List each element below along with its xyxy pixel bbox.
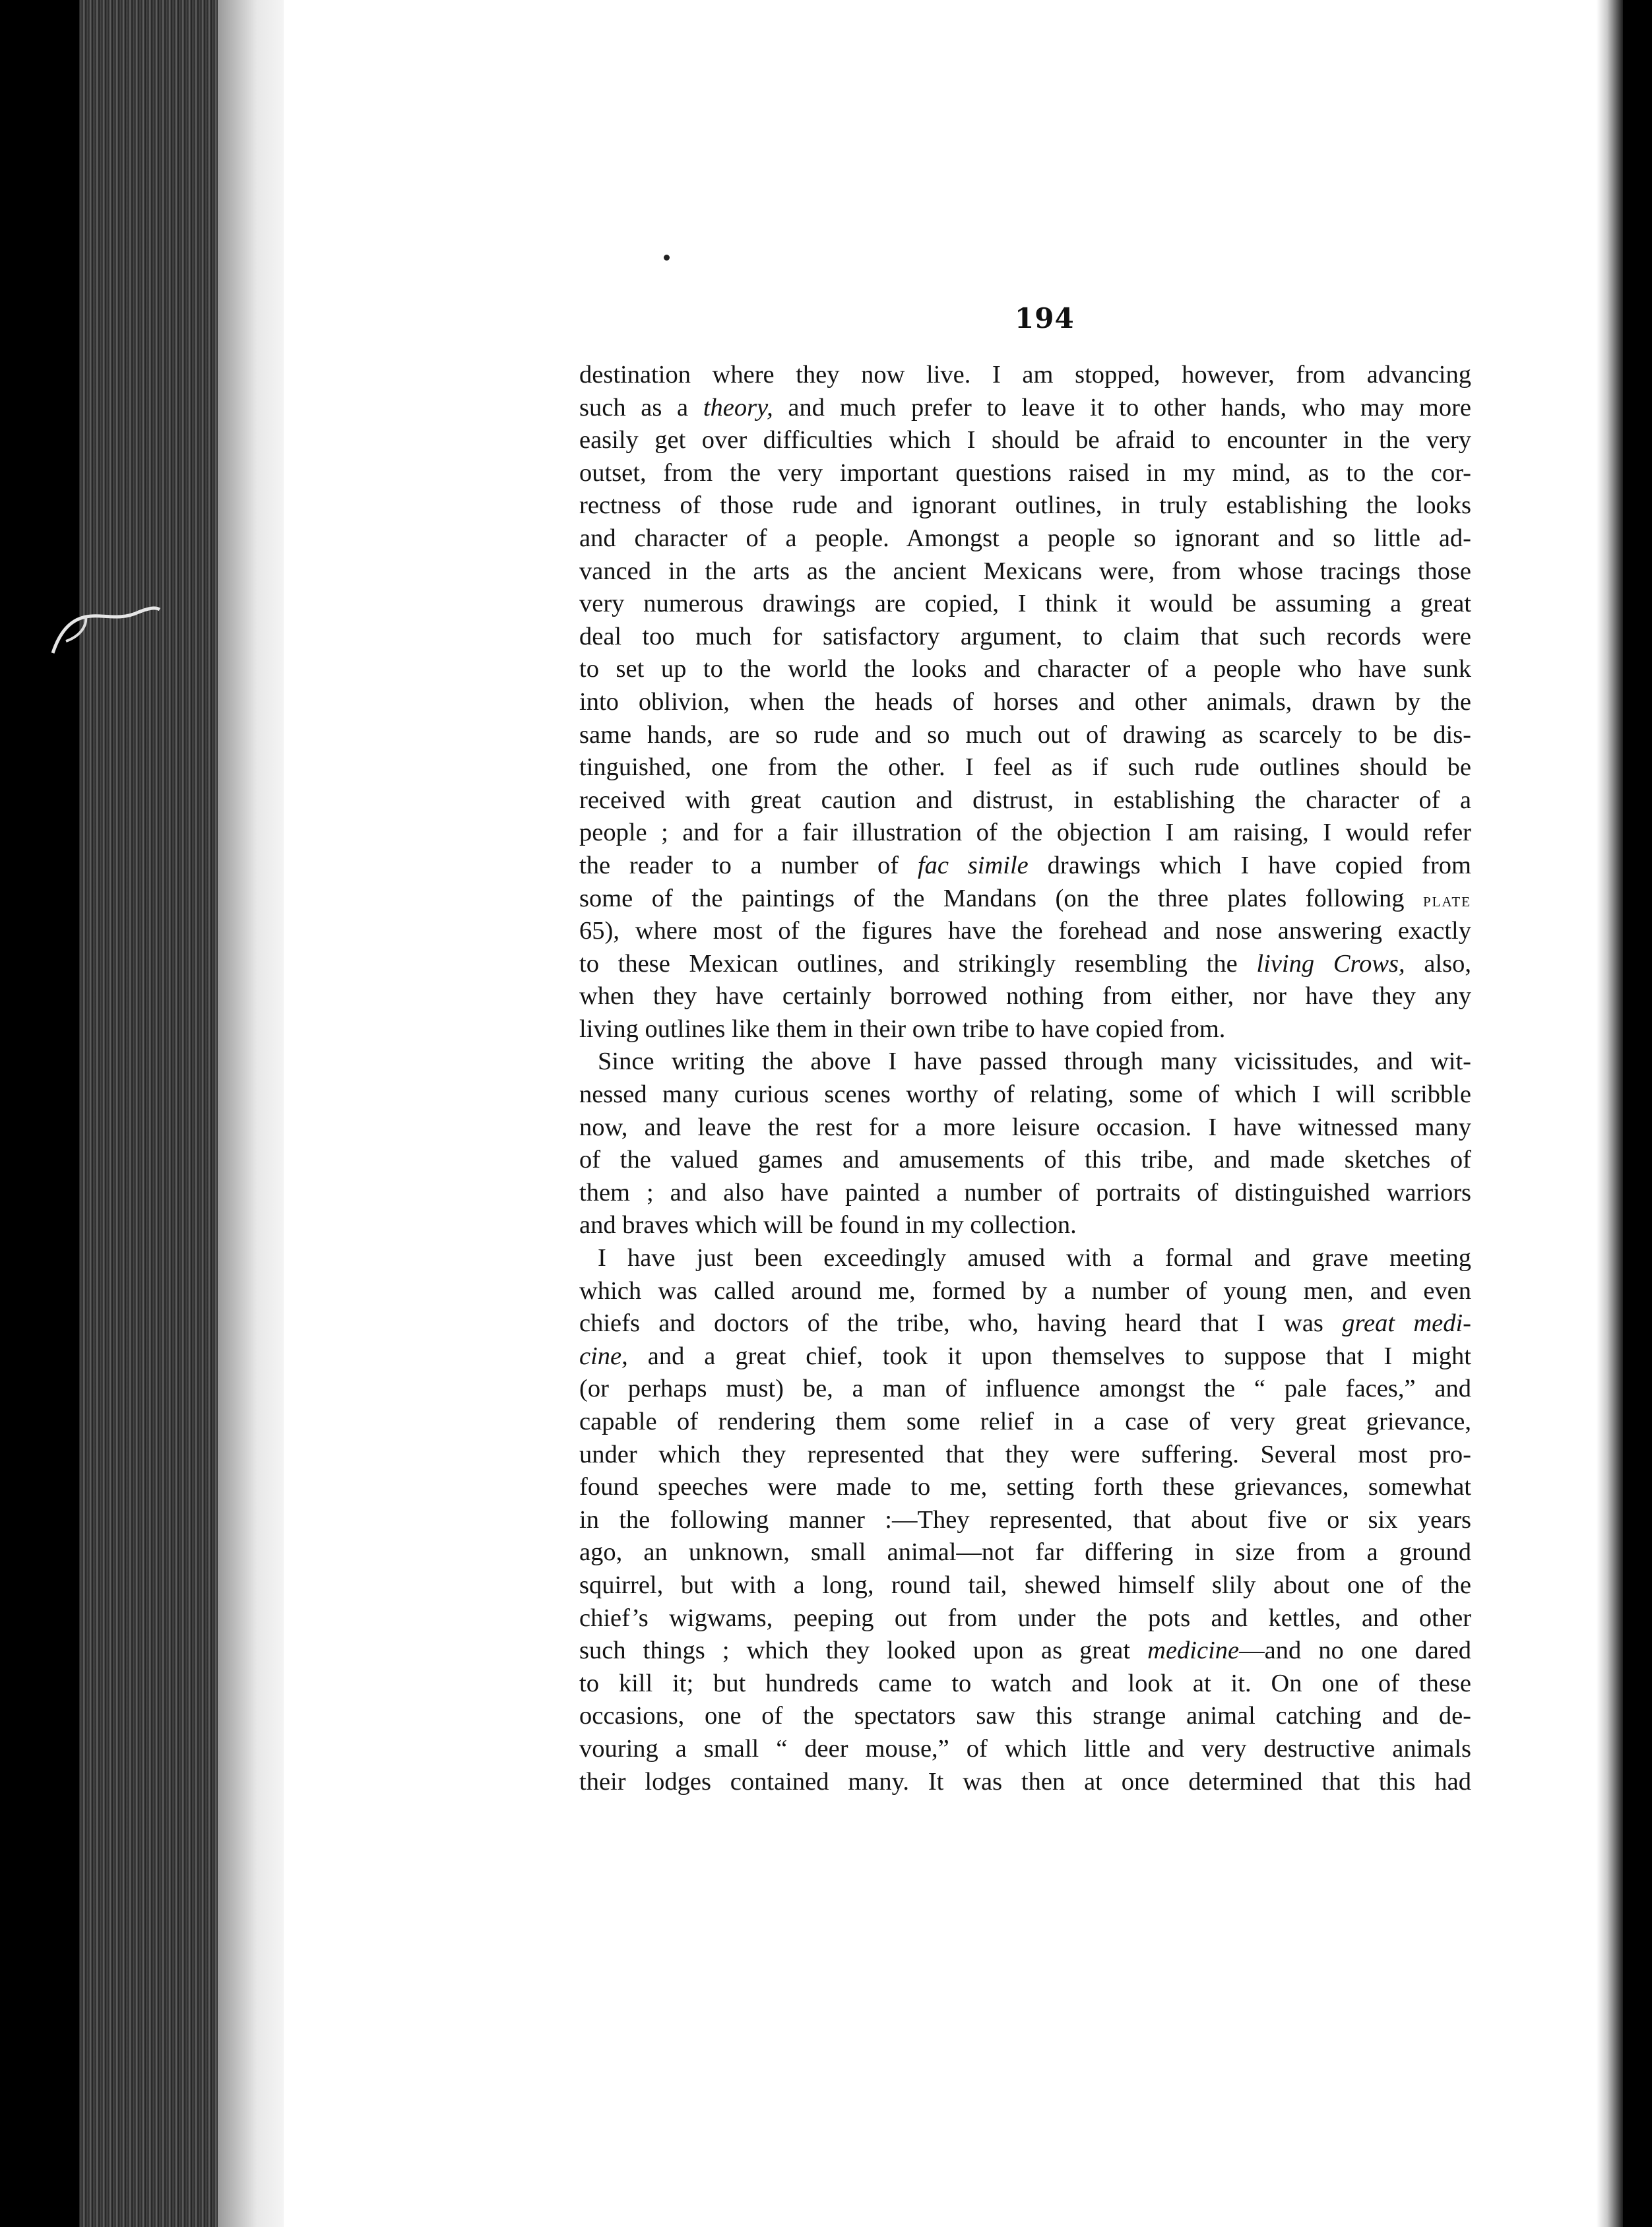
italic-text: fac simile <box>917 851 1029 879</box>
body-text <box>579 359 1471 1798</box>
text-run: vouring a small “ deer mouse,” of which little and very destructive animals <box>579 1734 1471 1763</box>
text-line <box>579 1242 1471 1275</box>
text-line <box>579 1439 1471 1472</box>
text-run: rectness of those rude and ignorant outlines, in truly establishing the looks <box>579 491 1471 520</box>
text-run: the reader to a number of <box>579 851 918 879</box>
text-run: outset, from the very important questions raised in my mind, as to the cor- <box>579 458 1471 487</box>
text-run: such as a <box>579 393 703 422</box>
text-line <box>579 1079 1471 1112</box>
text-run: which was called around me, formed by a number of young men, and even <box>579 1276 1471 1305</box>
text-line <box>579 424 1471 457</box>
text-line <box>579 1700 1471 1733</box>
text-run: squirrel, but with a long, round tail, shewed himself slily about one of the <box>579 1571 1471 1599</box>
text-run: some of the paintings of the Mandans (on the three plates following <box>579 884 1423 912</box>
text-run: chiefs and doctors of the tribe, who, having heard that I was <box>579 1309 1343 1338</box>
text-run: people ; and for a fair illustration of the objection I am raising, I would refer <box>579 819 1471 847</box>
text-line <box>579 1275 1471 1308</box>
text-run: their lodges contained many. It was then at once determined that this had <box>579 1767 1471 1796</box>
text-run: and much prefer to leave it to other hands, who may more <box>773 393 1471 422</box>
text-line <box>579 850 1471 883</box>
text-line <box>579 489 1471 522</box>
text-line <box>579 1209 1471 1242</box>
italic-text: living Crows, <box>1256 949 1405 978</box>
text-line <box>579 1046 1471 1079</box>
text-run: occasions, one of the spectators saw this strange animal catching and de- <box>579 1702 1471 1730</box>
text-run: destination where they now live. I am stopped, however, from advancing <box>579 361 1471 389</box>
text-run: now, and leave the rest for a more leisure occasion. I have witnessed many <box>579 1113 1471 1141</box>
text-run: tinguished, one from the other. I feel as if such rude outlines should be <box>579 753 1471 782</box>
text-line <box>579 392 1471 425</box>
text-run: also, <box>1405 949 1471 978</box>
italic-text: theory, <box>703 393 773 422</box>
text-run: capable of rendering them some relief in a case of very great grievance, <box>579 1408 1471 1435</box>
text-line <box>579 686 1471 719</box>
page-gutter-shadow <box>218 0 284 2227</box>
italic-text: cine, <box>579 1342 628 1370</box>
text-run: them ; and also have painted a number of portraits of distinguished warriors <box>579 1178 1471 1207</box>
text-line <box>579 980 1471 1013</box>
text-run: in the following manner :—They represented, that about five or six years <box>579 1505 1471 1534</box>
facing-page-edge <box>1597 0 1623 2227</box>
text-run: 65), where most of the figures have the forehead and nose answering exactly <box>579 917 1471 945</box>
page-number: 194 <box>1015 302 1075 334</box>
text-run: Since writing the above I have passed through many vicissitudes, and wit- <box>598 1048 1471 1076</box>
text-line <box>579 751 1471 784</box>
text-run: drawings which I have copied from <box>1028 851 1471 879</box>
text-run: such things ; which they looked upon as great <box>579 1637 1148 1665</box>
text-line <box>579 1340 1471 1373</box>
text-line <box>579 1112 1471 1145</box>
text-line <box>579 621 1471 654</box>
text-line <box>579 883 1471 916</box>
text-run: and character of a people. Amongst a people so ignorant and so little ad- <box>579 524 1471 552</box>
text-line <box>579 1635 1471 1668</box>
text-line <box>579 1766 1471 1799</box>
text-line <box>579 1307 1471 1340</box>
text-line <box>579 588 1471 621</box>
text-line <box>579 1144 1471 1177</box>
text-run: same hands, are so rude and so much out of drawing as scarcely to be dis- <box>579 720 1471 749</box>
text-line <box>579 948 1471 981</box>
margin-ink-mark <box>40 580 165 673</box>
text-run: living outlines like them in their own tribe to have copied from. <box>579 1015 1226 1043</box>
italic-text: great medi- <box>1342 1309 1472 1338</box>
text-run: found speeches were made to me, setting forth these grievances, somewhat <box>579 1473 1471 1501</box>
text-line <box>579 1504 1471 1537</box>
text-line <box>579 1569 1471 1602</box>
text-run: received with great caution and distrust, in establishing the character of a <box>579 786 1471 814</box>
text-run: under which they represented that they were suffering. Several most pro- <box>579 1440 1471 1468</box>
text-run: into oblivion, when the heads of horses and other animals, drawn by the <box>579 687 1471 716</box>
text-line <box>579 1668 1471 1701</box>
text-line <box>579 1733 1471 1766</box>
text-line <box>579 653 1471 686</box>
text-line <box>579 1536 1471 1569</box>
text-line <box>579 1406 1471 1439</box>
text-run: nessed many curious scenes worthy of relating, some of which I will scribble <box>579 1081 1471 1109</box>
text-line <box>579 457 1471 490</box>
text-run: (or perhaps must) be, a man of influence amongst the “ pale faces,” and <box>579 1375 1471 1403</box>
text-line <box>579 1373 1471 1406</box>
text-line <box>579 1471 1471 1504</box>
text-run: vanced in the arts as the ancient Mexicans were, from whose tracings those <box>579 557 1471 585</box>
text-line <box>579 1177 1471 1210</box>
text-line <box>579 915 1471 948</box>
text-run: to set up to the world the looks and character of a people who have sunk <box>579 655 1471 683</box>
text-run: of the valued games and amusements of this tribe, and made sketches of <box>579 1146 1471 1174</box>
text-line <box>579 784 1471 817</box>
text-line <box>579 1013 1471 1046</box>
text-line <box>579 555 1471 588</box>
text-line <box>579 522 1471 555</box>
text-run: to these Mexican outlines, and strikingly resembling the <box>579 949 1257 978</box>
text-line <box>579 1602 1471 1635</box>
text-run: ago, an unknown, small animal—not far differing in size from a ground <box>579 1538 1471 1567</box>
text-run: to kill it; but hundreds came to watch and look at it. On one of these <box>579 1669 1471 1697</box>
text-run: when they have certainly borrowed nothing from either, nor have they any <box>579 982 1471 1011</box>
small-caps-text: plate <box>1423 889 1471 911</box>
text-line <box>579 359 1471 392</box>
text-run: deal too much for satisfactory argument, to claim that such records were <box>579 622 1471 650</box>
text-run: I have just been exceedingly amused with a formal and grave meeting <box>598 1244 1471 1272</box>
text-line <box>579 817 1471 850</box>
text-run: and a great chief, took it upon themselves to suppose that I might <box>627 1342 1471 1370</box>
italic-text: medicine <box>1147 1637 1240 1665</box>
text-run: very numerous drawings are copied, I think it would be assuming a great <box>579 590 1471 618</box>
ink-speck <box>664 255 670 261</box>
text-run: —and no one dared <box>1239 1637 1471 1665</box>
text-run: chief’s wigwams, peeping out from under the pots and kettles, and other <box>579 1604 1471 1632</box>
text-run: and braves which will be found in my collection. <box>579 1211 1077 1239</box>
text-line <box>579 719 1471 752</box>
text-run: easily get over difficulties which I should be afraid to encounter in the very <box>579 426 1471 455</box>
